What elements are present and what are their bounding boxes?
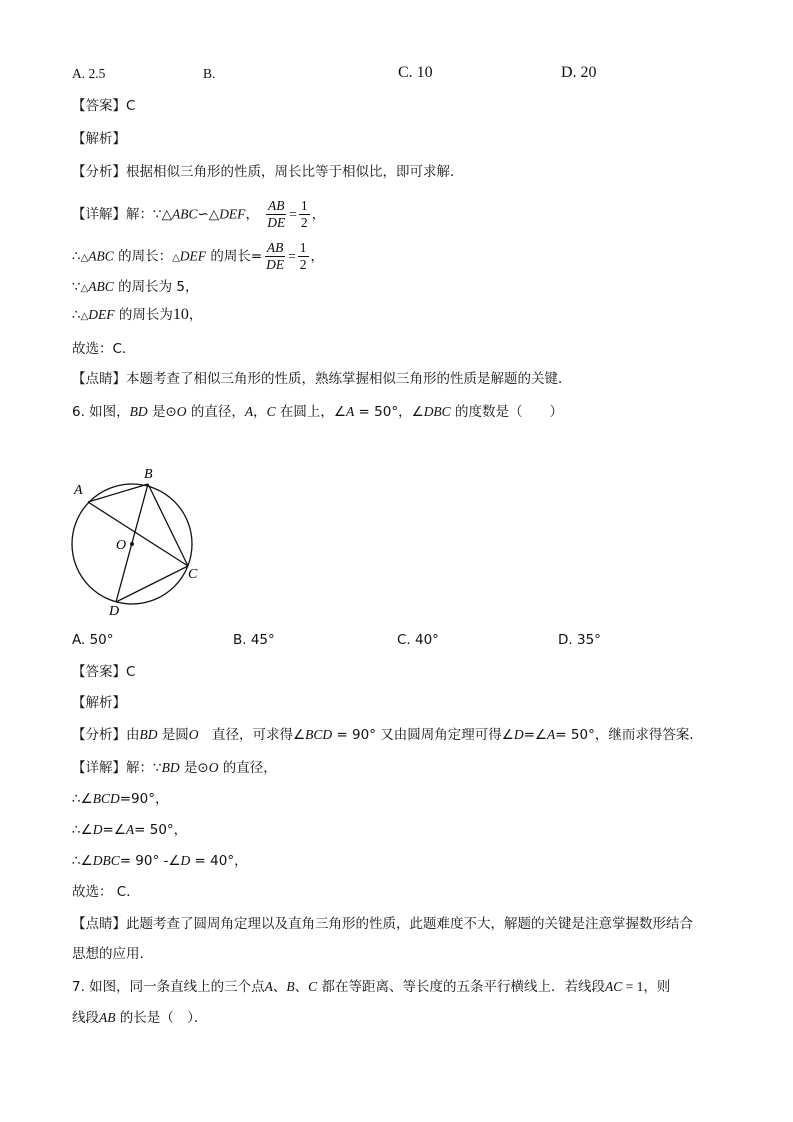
q5-option-d: D. 20 bbox=[561, 64, 597, 81]
q6-xiangjie-line1: 【详解】解：∵BD 是⊙O 的直径， bbox=[72, 760, 277, 776]
center-point-o bbox=[130, 542, 134, 546]
label-a: A bbox=[74, 483, 83, 498]
q6-fenxi: 【分析】由BD 是圆O 直径，可求得∠BCD = 90° 又由圆周角定理可得∠D=∠A= 50°，继而求得答案． bbox=[72, 727, 703, 743]
q6-xiangjie-line4: ∴∠DBC= 90° -∠D = 40°， bbox=[72, 853, 248, 869]
label-o: O bbox=[116, 538, 127, 553]
q5-fenxi: 【分析】根据相似三角形的性质，周长比等于相似比，即可求解． bbox=[72, 164, 464, 180]
fraction-one-half: $\frac{1}{2}$ bbox=[300, 198, 308, 230]
q5-xiangjie-line1: 【详解】解：∵△ABC∽△DEF， $\frac{AB}{DE}$ = $\frac{1}{2}$ ， bbox=[72, 198, 326, 230]
q7-stem-line2: 线段AB 的长是（ ）． bbox=[72, 1010, 208, 1026]
q6-xiangjie-line2: ∴∠BCD=90°， bbox=[72, 791, 169, 807]
q6-option-d: D. 35° bbox=[558, 632, 601, 648]
q5-xiangjie-line2: ∴△ABC 的周长：△DEF 的周长= $\frac{AB}{DE}$ = $\frac{1}{2}$ ， bbox=[72, 240, 325, 272]
segment-ab bbox=[88, 484, 148, 502]
q6-choose: 故选： C． bbox=[72, 884, 140, 900]
label-d: D bbox=[109, 604, 120, 619]
q5-dianjing: 【点睛】本题考查了相似三角形的性质，熟练掌握相似三角形的性质是解题的关键． bbox=[72, 371, 572, 387]
q5-xiangjie-line3: ∵△ABC 的周长为 5， bbox=[72, 279, 199, 295]
q6-dianjing-line2: 思想的应用． bbox=[72, 946, 153, 962]
q5-xiangjie-line4: ∴△DEF 的周长为10， bbox=[72, 306, 203, 323]
q6-stem: 6. 如图，BD 是⊙O 的直径，A，C 在圆上，∠A = 50°，∠DBC 的度数是（ ） bbox=[72, 404, 563, 420]
q6-answer: 【答案】C bbox=[72, 664, 136, 680]
q6-analysis-tag: 【解析】 bbox=[72, 695, 126, 711]
q5-answer: 【答案】C bbox=[72, 98, 136, 114]
q7-stem-line1: 7. 如图，同一条直线上的三个点A、B、C 都在等距离、等长度的五条平行横线上．若线段AC = 1，则 bbox=[72, 979, 671, 995]
label-b: B bbox=[144, 467, 153, 482]
fraction-ab-de: $\frac{AB}{DE}$ bbox=[267, 198, 286, 230]
label-c: C bbox=[188, 567, 198, 582]
q6-option-c: C. 40° bbox=[397, 632, 439, 648]
fraction-one-half-2: $\frac{1}{2}$ bbox=[299, 240, 307, 272]
q6-circle-figure bbox=[60, 460, 220, 620]
q6-dianjing-line1: 【点睛】此题考查了圆周角定理以及直角三角形的性质，此题难度不大，解题的关键是注意掌握数形结合 bbox=[72, 916, 693, 932]
q6-option-a: A. 50° bbox=[72, 632, 114, 648]
q6-xiangjie-line3: ∴∠D=∠A= 50°， bbox=[72, 822, 188, 838]
q5-choose: 故选：C． bbox=[72, 341, 136, 357]
q6-option-b: B. 45° bbox=[233, 632, 275, 648]
q5-analysis-tag: 【解析】 bbox=[72, 131, 126, 147]
q5-option-a: A. 2.5 bbox=[72, 66, 106, 81]
q5-option-c: C. 10 bbox=[398, 64, 433, 81]
fraction-ab-de-2: $\frac{AB}{DE}$ bbox=[266, 240, 285, 272]
q5-option-b: B. bbox=[203, 66, 216, 81]
